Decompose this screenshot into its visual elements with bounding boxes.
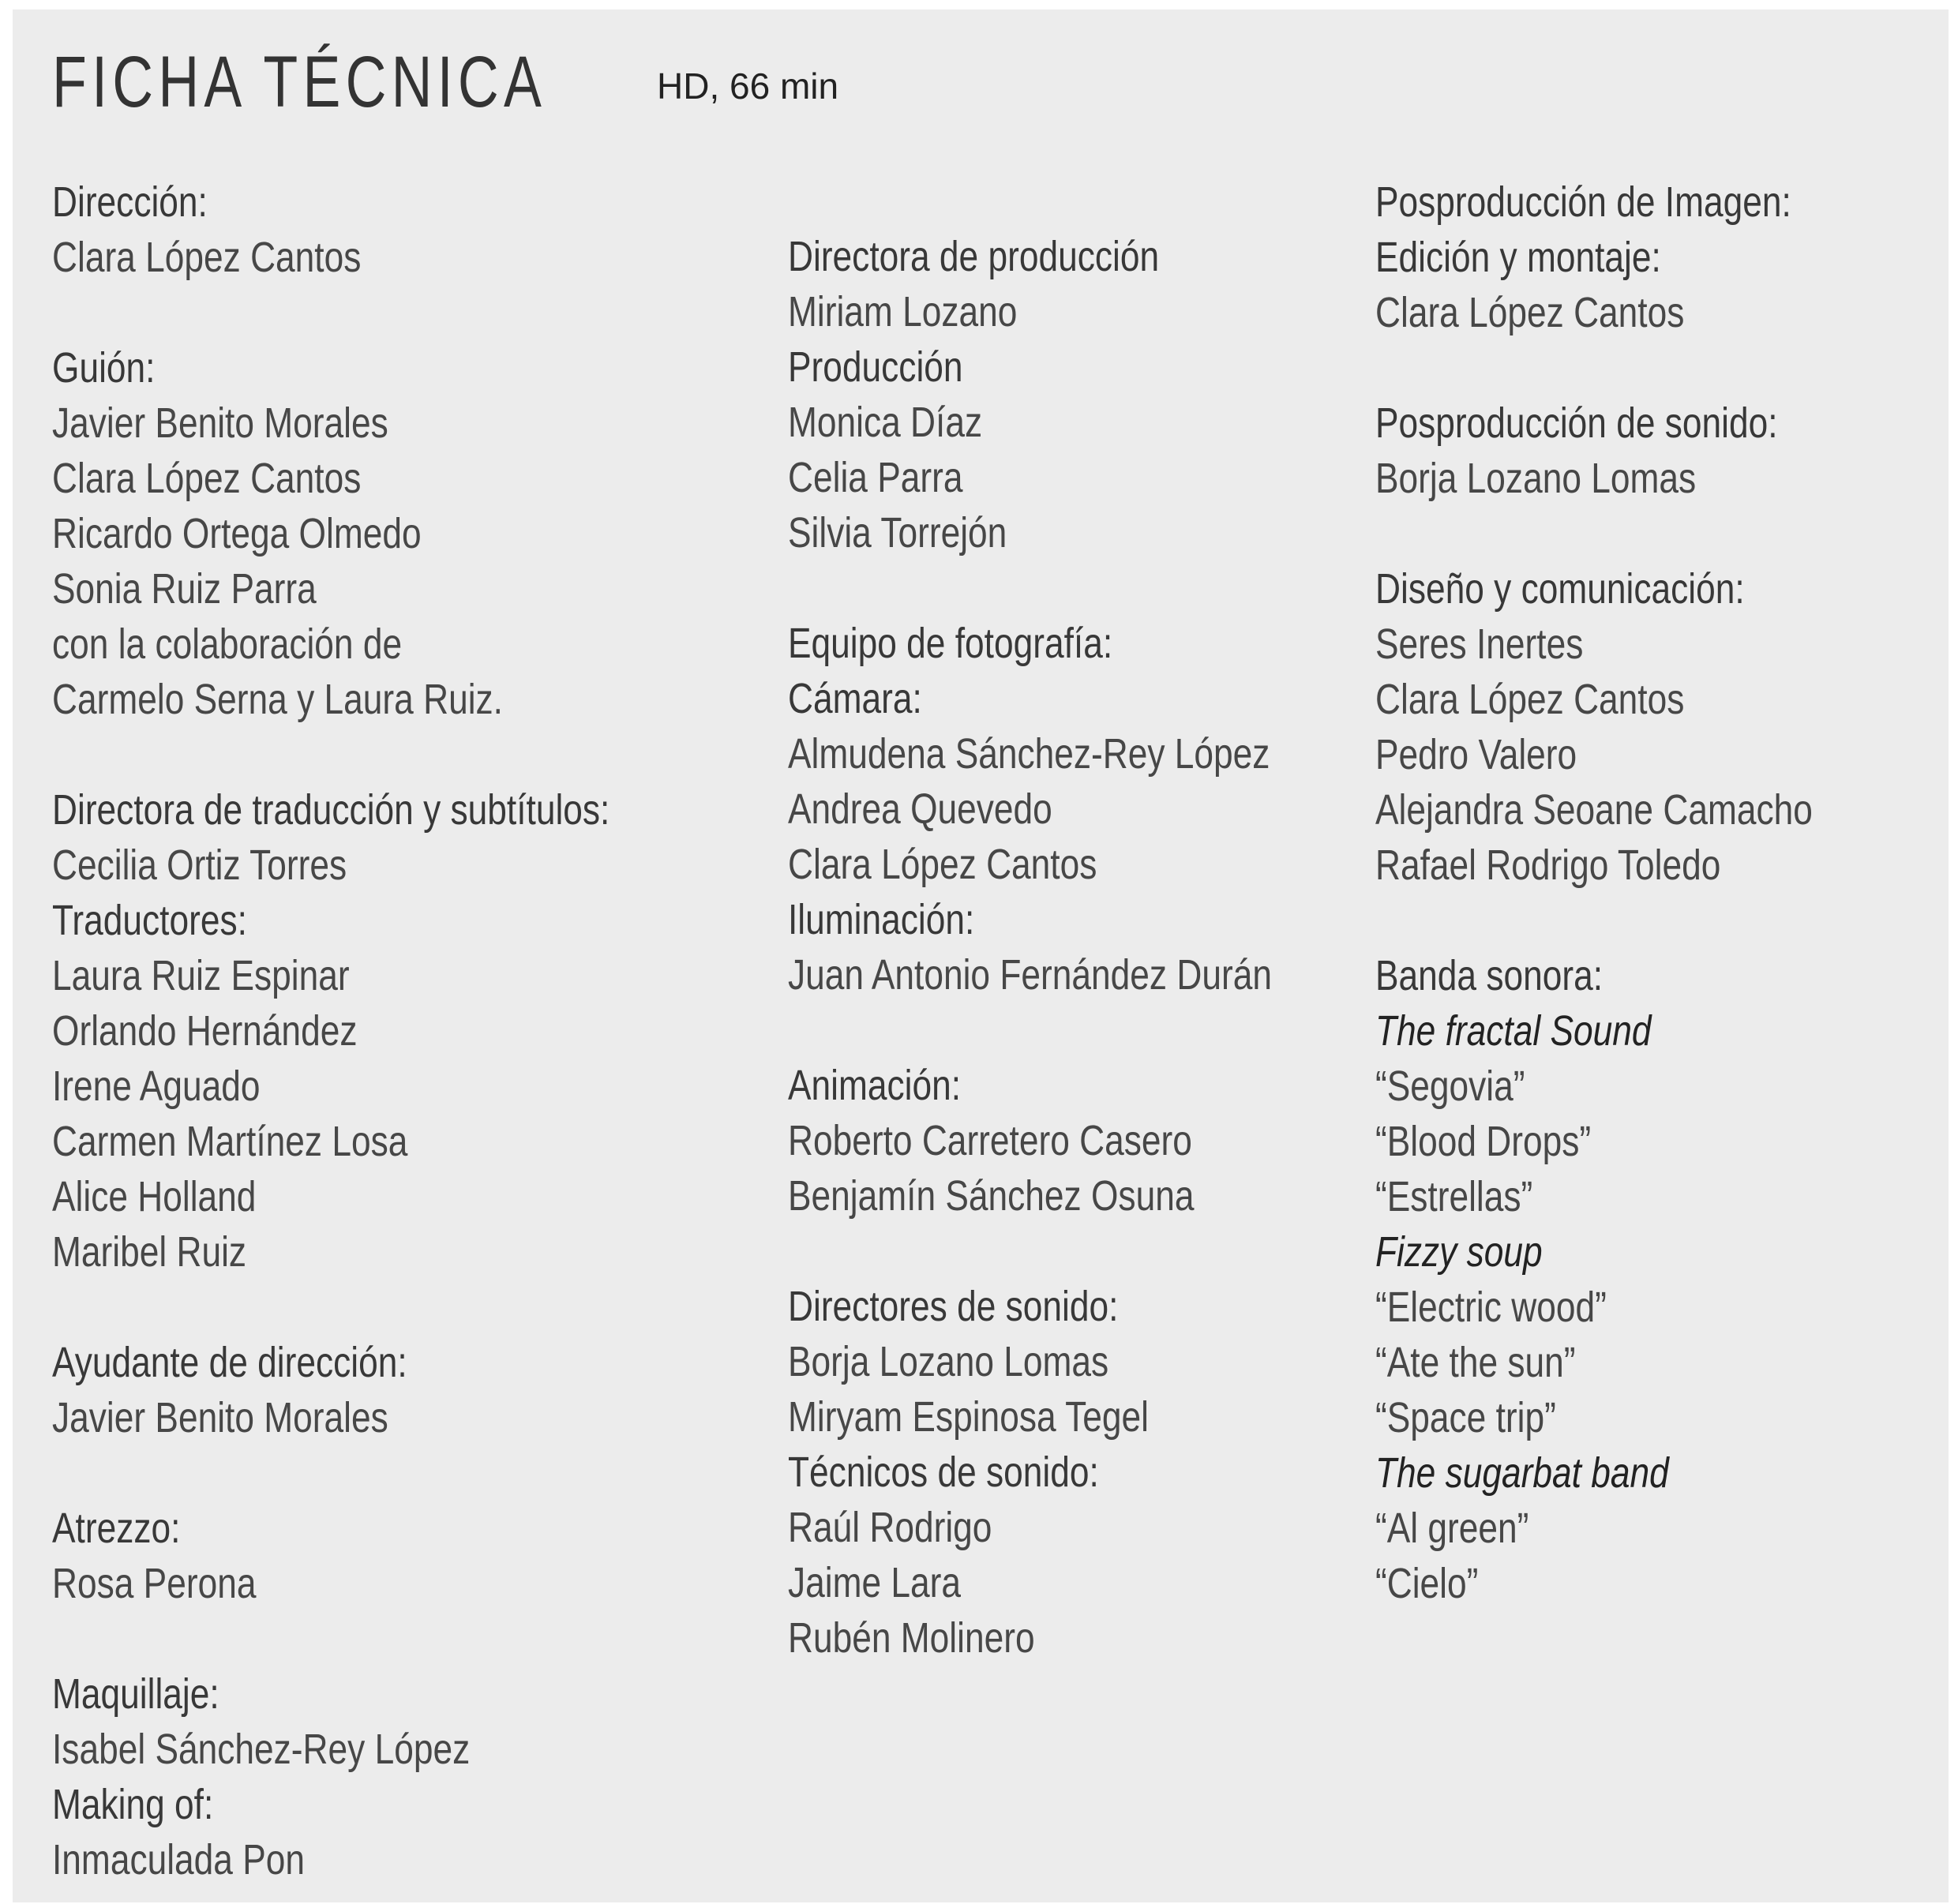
credit-name: Rafael Rodrigo Toledo: [1375, 841, 1721, 889]
credit-name: Maribel Ruiz: [52, 1228, 247, 1276]
credit-name: Borja Lozano Lomas: [1375, 455, 1697, 502]
credit-name: Carmen Martínez Losa: [52, 1118, 408, 1165]
credit-name: Andrea Quevedo: [788, 785, 1052, 833]
spacer: [52, 1280, 732, 1335]
credit-name: Clara López Cantos: [52, 234, 362, 281]
credit-name: Carmelo Serna y Laura Ruiz.: [52, 676, 503, 723]
credit-name: Isabel Sánchez-Rey López: [52, 1726, 471, 1773]
credit-name: “Estrellas”: [1375, 1173, 1533, 1220]
credit-heading: Traductores:: [52, 897, 247, 944]
credit-name: Borja Lozano Lomas: [788, 1338, 1109, 1385]
spacer: [52, 727, 732, 782]
credit-name: Rubén Molinero: [788, 1614, 1035, 1662]
credit-heading: Directora de producción: [788, 233, 1160, 280]
credit-name: Irene Aguado: [52, 1063, 261, 1110]
credit-heading: Posproducción de Imagen:: [1375, 178, 1791, 226]
credit-heading: Banda sonora:: [1375, 952, 1604, 999]
credit-name: Miriam Lozano: [788, 288, 1018, 335]
credit-heading: Técnicos de sonido:: [788, 1449, 1099, 1496]
credit-heading: Atrezzo:: [52, 1505, 181, 1552]
credit-name: “Ate the sun”: [1375, 1339, 1576, 1386]
credit-name: Cecilia Ortiz Torres: [52, 841, 347, 889]
credit-name: “Electric wood”: [1375, 1284, 1607, 1331]
credit-heading: Maquillaje:: [52, 1670, 219, 1718]
credits-column-right: [1375, 174, 1908, 1611]
credits-sheet: [13, 9, 1949, 1902]
credit-name: “Al green”: [1375, 1505, 1529, 1552]
band-name: The sugarbat band: [1375, 1449, 1669, 1497]
spacer: [788, 560, 1378, 616]
band-name: Fizzy soup: [1375, 1228, 1543, 1276]
spacer: [788, 1224, 1378, 1279]
spacer: [52, 285, 732, 340]
credit-name: Silvia Torrejón: [788, 509, 1007, 557]
credit-name: Javier Benito Morales: [52, 1394, 388, 1441]
credits-column-left: [52, 174, 732, 1887]
credit-name: Pedro Valero: [1375, 731, 1577, 778]
credit-heading: Producción: [788, 343, 963, 391]
credit-heading: Cámara:: [788, 675, 922, 722]
credit-name: Orlando Hernández: [52, 1007, 358, 1055]
credit-heading: Ayudante de dirección:: [52, 1339, 407, 1386]
spacer: [788, 1003, 1378, 1058]
credit-name: “Space trip”: [1375, 1394, 1556, 1441]
spacer: [52, 1445, 732, 1501]
spacer: [1375, 506, 1908, 561]
credit-name: Clara López Cantos: [1375, 676, 1685, 723]
credits-column-middle: [788, 229, 1378, 1666]
credit-name: Rosa Perona: [52, 1560, 257, 1607]
band-name: The fractal Sound: [1375, 1007, 1652, 1055]
credit-name: “Segovia”: [1375, 1063, 1525, 1110]
credit-heading: Making of:: [52, 1781, 214, 1828]
credit-heading: Equipo de fotografía:: [788, 620, 1113, 667]
credit-name: Roberto Carretero Casero: [788, 1117, 1192, 1164]
credit-name: Benjamín Sánchez Osuna: [788, 1172, 1195, 1220]
spacer: [1375, 340, 1908, 395]
credit-name: Clara López Cantos: [788, 841, 1097, 888]
format-duration: HD, 66 min: [657, 66, 839, 107]
credit-name: Alice Holland: [52, 1173, 257, 1220]
credit-name: Alejandra Seoane Camacho: [1375, 786, 1813, 834]
credit-name: Ricardo Ortega Olmedo: [52, 510, 422, 557]
credit-name: “Blood Drops”: [1375, 1118, 1592, 1165]
credit-name: Monica Díaz: [788, 399, 983, 446]
credit-name: Inmaculada Pon: [52, 1836, 306, 1883]
credit-heading: Iluminación:: [788, 896, 975, 943]
credit-name: con la colaboración de: [52, 620, 403, 668]
credit-heading: Animación:: [788, 1062, 962, 1109]
credit-name: Jaime Lara: [788, 1559, 962, 1606]
credit-name: Juan Antonio Fernández Durán: [788, 951, 1272, 999]
credit-name: Celia Parra: [788, 454, 963, 501]
credit-name: Clara López Cantos: [52, 455, 362, 502]
credit-heading: Directora de traducción y subtítulos:: [52, 786, 610, 834]
credit-name: Sonia Ruiz Parra: [52, 565, 317, 613]
credit-heading: Posproducción de sonido:: [1375, 399, 1778, 447]
credit-heading: Dirección:: [52, 178, 208, 226]
credit-name: Almudena Sánchez-Rey López: [788, 730, 1270, 778]
spacer: [1375, 893, 1908, 948]
credit-name: Miryam Espinosa Tegel: [788, 1393, 1149, 1441]
credit-name: Clara López Cantos: [1375, 289, 1685, 336]
spacer: [52, 1611, 732, 1666]
credit-heading: Diseño y comunicación:: [1375, 565, 1745, 613]
credit-heading: Directores de sonido:: [788, 1283, 1119, 1330]
credit-heading: Edición y montaje:: [1375, 234, 1661, 281]
credit-name: Seres Inertes: [1375, 620, 1584, 668]
credit-name: Javier Benito Morales: [52, 399, 388, 447]
page-title: FICHA TÉCNICA: [52, 42, 547, 122]
credit-name: Raúl Rodrigo: [788, 1504, 992, 1551]
credit-name: Laura Ruiz Espinar: [52, 952, 350, 999]
credit-name: “Cielo”: [1375, 1560, 1479, 1607]
credit-heading: Guión:: [52, 344, 156, 392]
